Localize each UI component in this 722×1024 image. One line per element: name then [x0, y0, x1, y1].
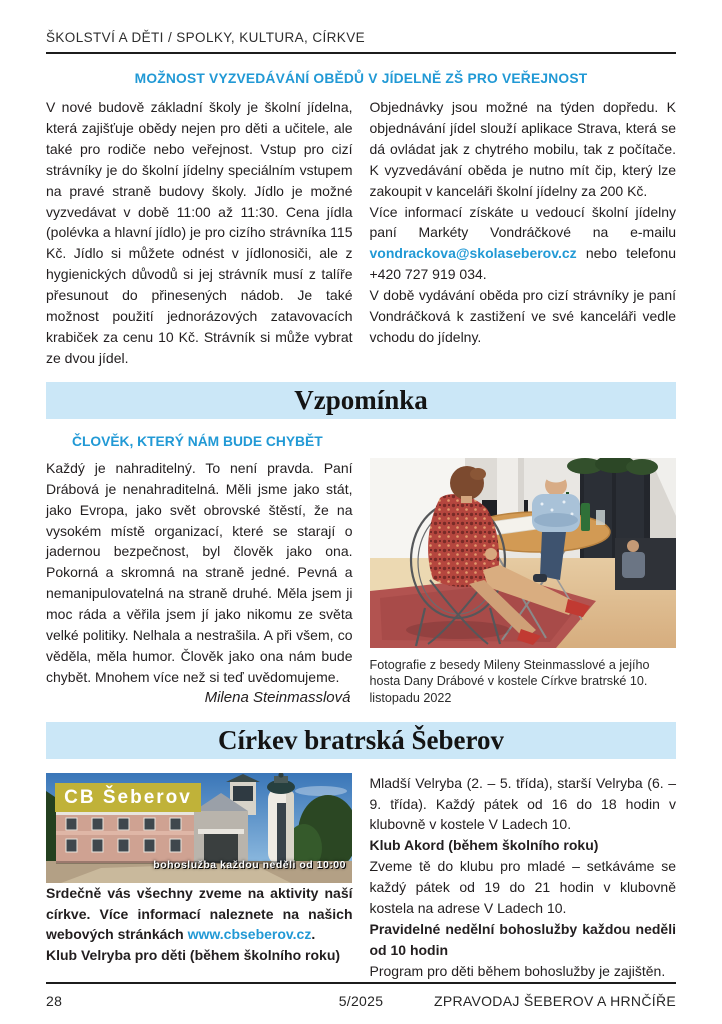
velryba-text: Mladší Velryba (2. – 5. třída), starší Velryba (6. – 9. třída). Každý pátek od 16 do 18 hodin v klubovně v kostele V Ladech 10. [369, 774, 676, 833]
issue-number: 5/2025 [338, 992, 384, 1009]
church-column-left [46, 773, 353, 982]
lunch-paragraph-contact [370, 202, 677, 286]
church-intro-after: . [311, 926, 316, 943]
photo-caption: Fotografie z besedy Mileny Steinmasslové a jejího hosta Dany Drábové v kostele Církve bratrské 10. listopadu 2022 [369, 657, 650, 705]
section-church [46, 773, 676, 982]
akord-text: Zveme tě do klubu pro mladé – setkáváme se každý pátek od 19 do 21 hodin v klubovně kostela na adrese V Ladech 10. [369, 858, 676, 917]
section-banner-memory: Vzpomínka [46, 382, 676, 419]
section-banner-church: Církev bratrská Šeberov [46, 722, 676, 759]
memory-column-text [46, 458, 353, 709]
church-image-label: CB Šeberov [55, 783, 201, 812]
church-intro-before: Srdečně vás všechny zveme na aktivity naší církve. Více informací naleznete na našich webových stránkách [46, 884, 353, 943]
bohosluzby-heading: Pravidelné nedělní bohoslužby každou neděli od 10 hodin [369, 921, 676, 958]
church-image-caption: bohoslužba každou neděli od 10:00 [153, 858, 346, 871]
talk-photo-image [370, 458, 676, 648]
page-number: 28 [46, 992, 63, 1009]
contact-text-before: Více informací získáte u vedoucí školní jídelny paní Markéty Vondráčkové na e-mailu [369, 203, 676, 241]
memory-subtitle: ČLOVĚK, KTERÝ NÁM BUDE CHYBĚT [72, 433, 323, 449]
email-link[interactable]: vondrackova@skolaseberov.cz [369, 245, 577, 262]
church-intro-paragraph [46, 883, 353, 946]
lunch-paragraph-office: V době vydávání oběda pro cizí strávníky je paní Vondráčková k zastižení ve své kanceláři vedle vchodu do jídelny. [369, 287, 676, 345]
article-lunch [46, 97, 676, 369]
masthead [46, 30, 676, 54]
breadcrumb: ŠKOLSTVÍ A DĚTI / SPOLKY, KULTURA, CÍRKVE [46, 30, 366, 45]
section-memory [46, 458, 676, 709]
page-footer [46, 982, 676, 1009]
memory-paragraph: Každý je nahraditelný. To není pravda. Paní Drábová je nenahraditelná. Měli jsme jako stát, jako Evropa, jako svět obrovské štěstí, že na vysokém místě organizací, které se starají o jadernou bezpečnost, byl člověk jako ona. Pokorná a skromná na straně jedné. Pevná a nemanipulovatelná na straně druhé. Měla jsem ji moc ráda a věřila jsem jí jako nikomu ze světa velké politiky. Nelhala a nestrašila. A při všem, co věděla, měla humor. Člověk jako ona nám bude chybět. Mnohem více než si teď uvědomujeme. [46, 459, 353, 685]
website-link[interactable]: www.cbseberov.cz [187, 926, 312, 943]
memory-column-photo [370, 458, 677, 709]
lunch-paragraph-orders: Objednávky jsou možné na týden dopředu. K objednávání jídel slouží aplikace Strava, která se dá ovládat jak z chytrého mobilu, tak z počítače. K vyzvedávání oběda je nutno mít čip, který lze zakoupit v kanceláři školní jídelny za 200 Kč. [369, 99, 676, 199]
church-figure [46, 773, 352, 883]
lunch-column-right [370, 97, 677, 369]
bohosluzby-text: Program pro děti během bohoslužby je zajištěn. [369, 962, 666, 979]
article-title-lunch: MOŽNOST VYZVEDÁVÁNÍ OBĚDŮ V JÍDELNĚ ZŠ PRO VEŘEJNOST [134, 71, 588, 86]
lunch-column-left [46, 97, 353, 369]
talk-photo [370, 458, 677, 707]
memory-signature: Milena Steinmasslová [204, 688, 351, 706]
contact-text-after: nebo telefonu +420 727 919 034. [369, 245, 676, 283]
church-column-right [370, 773, 677, 982]
lunch-paragraph-left: V nové budově základní školy je školní jídelna, která zajišťuje obědy nejen pro děti a učitele, ale také pro rodiče nebo veřejnost. Vstup pro cizí strávníky je do školní jídelny speciálním vstupem na pravé straně budovy školy. Jídlo je možné vyzvedávat v době 11:00 až 11:30. Cena jídla (polévka a hlavní jídlo) je pro cizího strávníka 115 Kč. Jídlo si můžete odnést v jídlonosiči, ale z hygienických důvodů si jej strávník musí z talíře přesunout do přinesených nádob. Je také možnost použití jednorázových zatavovacích krabiček za cenu 10 Kč. Strávník si může vybrat ze dvou jídel. [46, 99, 353, 366]
journal-title: ZPRAVODAJ ŠEBEROV A HRNČÍŘE [433, 992, 676, 1009]
velryba-heading: Klub Velryba pro děti (během školního roku) [46, 947, 341, 964]
akord-heading: Klub Akord (během školního roku) [369, 837, 599, 854]
